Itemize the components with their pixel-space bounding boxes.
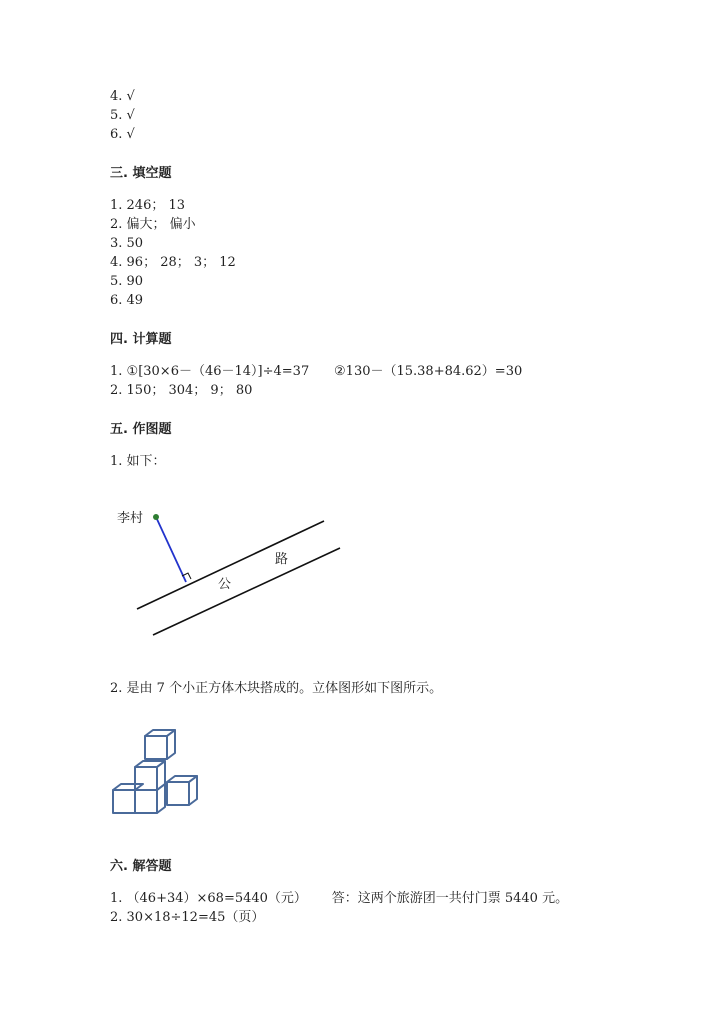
cube xyxy=(167,776,197,805)
section-title: 三. 填空题 xyxy=(110,166,172,181)
answer-line: 2. 30×18÷12=45（页） xyxy=(110,910,265,925)
answer-line: 1. （46+34）×68=5440（元） 答：这两个旅游团一共付门票 5440 元。 xyxy=(110,891,569,906)
answer-line: 6. 49 xyxy=(110,293,144,308)
answer-line: 4. 96； 28； 3； 12 xyxy=(110,255,236,270)
answer-line: 2. 150； 304； 9； 80 xyxy=(110,383,253,398)
road-edge-bottom xyxy=(153,548,340,635)
answer-line: 3. 50 xyxy=(110,236,144,251)
perpendicular-line xyxy=(156,517,186,582)
cube xyxy=(145,730,175,759)
section-title: 四. 计算题 xyxy=(110,332,172,347)
answer-line: 5. √ xyxy=(110,108,135,123)
road-label-lu: 路 xyxy=(275,552,289,567)
cube-figure xyxy=(113,730,197,813)
answer-line: 5. 90 xyxy=(110,274,144,289)
road-edge-top xyxy=(137,521,324,609)
answer-line: 4. √ xyxy=(110,89,135,104)
village-label: 李村 xyxy=(117,511,144,526)
road-label-gong: 公 xyxy=(218,577,232,592)
cube xyxy=(135,784,165,813)
cube xyxy=(113,784,143,813)
answer-line: 6. √ xyxy=(110,127,135,142)
answer-line: 1. ①[30×6－（46－14）]÷4=37 ②130－（15.38+84.62）=30 xyxy=(110,364,523,379)
road-diagram xyxy=(117,510,340,635)
answer-line: 2. 偏大； 偏小 xyxy=(110,217,196,232)
answer-line: 1. 246； 13 xyxy=(110,198,186,213)
answer-line: 1. 如下： xyxy=(110,454,166,469)
section-title: 五. 作图题 xyxy=(110,422,172,437)
section-title: 六. 解答题 xyxy=(110,859,172,874)
village-dot xyxy=(153,514,159,520)
answer-line: 2. 是由 7 个小正方体木块搭成的。立体图形如下图所示。 xyxy=(110,681,443,696)
